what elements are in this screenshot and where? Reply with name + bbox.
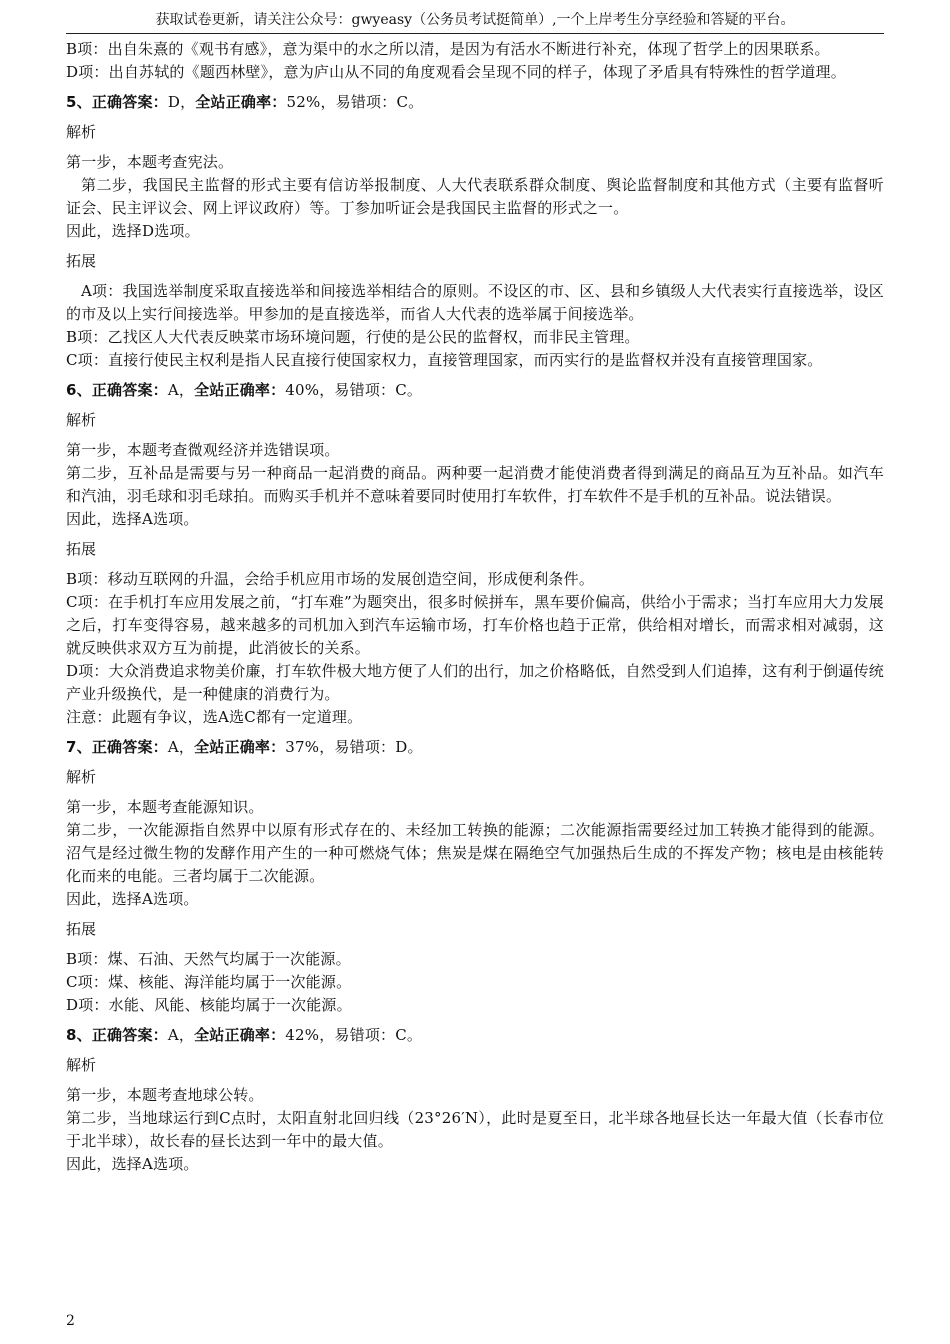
q5-option-a: A项：我国选举制度采取直接选举和间接选举相结合的原则。不设区的市、区、县和乡镇级人大代表实行直接选举，设区的市及以上实行间接选举。甲参加的是直接选举，而省人大代表的选举属于间接选举。 (66, 282, 884, 323)
q7-step1: 第一步，本题考查能源知识。 (66, 798, 264, 816)
q6-answer-value: A， (167, 381, 195, 399)
q6-step1: 第一步，本题考查微观经济并选错误项。 (66, 441, 340, 459)
q8-answer-line (66, 1024, 884, 1047)
q5-conclusion: 因此，选择D选项。 (66, 222, 200, 240)
q7-option-c: C项：煤、核能、海洋能均属于一次能源。 (66, 973, 352, 991)
q5-rate-value: 52%，易错项：C。 (286, 93, 424, 111)
q8-analysis-title: 解析 (66, 1056, 97, 1074)
q6-option-d: D项：大众消费追求物美价廉，打车软件极大地方便了人们的出行，加之价格略低，自然受到人们追捧，这有利于倒逼传统产业升级换代，是一种健康的消费行为。 (66, 662, 884, 703)
q8-answer-label: 正确答案： (91, 1026, 168, 1044)
q7-expand-title: 拓展 (66, 920, 97, 938)
intro-option-b: B项：出自朱熹的《观书有感》，意为渠中的水之所以清，是因为有活水不断进行补充，体现了哲学上的因果联系。 (66, 40, 830, 58)
q6-number: 6、 (66, 381, 92, 399)
q5-option-c: C项：直接行使民主权利是指人民直接行使国家权力，直接管理国家，而丙实行的是监督权并没有直接管理国家。 (66, 351, 823, 369)
q5-step2: 第二步，我国民主监督的形式主要有信访举报制度、人大代表联系群众制度、舆论监督制度和其他方式（主要有监督听证会、民主评议会、网上评议政府）等。丁参加听证会是我国民主监督的形式之一。 (66, 176, 884, 217)
q7-option-d: D项：水能、风能、核能均属于一次能源。 (66, 996, 352, 1014)
q7-answer-value: A， (167, 738, 195, 756)
q7-rate-value: 37%，易错项：D。 (285, 738, 423, 756)
q8-rate-value: 42%，易错项：C。 (285, 1026, 423, 1044)
q6-option-c: C项：在手机打车应用发展之前，“打车难”为题突出，很多时候拼车，黑车要价偏高，供给小于需求；当打车应用大力发展之后，打车变得容易，越来越多的司机加入到汽车运输市场，打车价格也趋于正常，供给相对增长，而需求相对减弱，这就反映供求双方互为前提，此消彼长的关系。 (66, 593, 884, 657)
q5-step1: 第一步，本题考查宪法。 (66, 153, 234, 171)
q7-option-b: B项：煤、石油、天然气均属于一次能源。 (66, 950, 351, 968)
q6-rate-value: 40%，易错项：C。 (285, 381, 423, 399)
q5-number: 5、 (66, 93, 92, 111)
q7-rate-label: 全站正确率： (194, 738, 286, 756)
q6-rate-label: 全站正确率： (194, 381, 286, 399)
q8-number: 8、 (66, 1026, 92, 1044)
q5-analysis-title: 解析 (66, 123, 97, 141)
q6-conclusion: 因此，选择A选项。 (66, 510, 199, 528)
q8-conclusion: 因此，选择A选项。 (66, 1155, 199, 1173)
document-body (66, 38, 884, 1176)
q7-answer-label: 正确答案： (91, 738, 168, 756)
q6-expand-title: 拓展 (66, 540, 97, 558)
page-number: 2 (66, 1313, 75, 1329)
q6-note: 注意：此题有争议，选A选C都有一定道理。 (66, 708, 363, 726)
intro-option-d: D项：出自苏轼的《题西林壁》，意为庐山从不同的角度观看会呈现不同的样子，体现了矛盾具有特殊性的哲学道理。 (66, 63, 846, 81)
q7-answer-line (66, 736, 884, 759)
q7-conclusion: 因此，选择A选项。 (66, 890, 199, 908)
q6-answer-line (66, 379, 884, 402)
q8-step2: 第二步，当地球运行到C点时，太阳直射北回归线（23°26′N），此时是夏至日，北半球各地昼长达一年最大值（长春市位于北半球），故长春的昼长达到一年中的最大值。 (66, 1109, 884, 1150)
q7-step2: 第二步，一次能源指自然界中以原有形式存在的、未经加工转换的能源；二次能源指需要经过加工转换才能得到的能源。沼气是经过微生物的发酵作用产生的一种可燃烧气体；焦炭是煤在隔绝空气加强热后生成的不挥发产物；核电是由核能转化而来的电能。三者均属于二次能源。 (66, 821, 884, 885)
q8-answer-value: A， (167, 1026, 195, 1044)
q5-option-b: B项：乙找区人大代表反映菜市场环境问题，行使的是公民的监督权，而非民主管理。 (66, 328, 640, 346)
q5-answer-line (66, 91, 884, 114)
q5-answer-label: 正确答案： (91, 93, 168, 111)
q5-answer-value: D， (167, 93, 196, 111)
q7-number: 7、 (66, 738, 92, 756)
q6-step2: 第二步，互补品是需要与另一种商品一起消费的商品。两种要一起消费才能使消费者得到满足的商品互为互补品。如汽车和汽油，羽毛球和羽毛球拍。而购买手机并不意味着要同时使用打车软件，打车软件不是手机的互补品。说法错误。 (66, 464, 884, 505)
q5-rate-label: 全站正确率： (195, 93, 287, 111)
q6-answer-label: 正确答案： (91, 381, 168, 399)
q5-expand-title: 拓展 (66, 252, 97, 270)
q8-step1: 第一步，本题考查地球公转。 (66, 1086, 264, 1104)
q8-rate-label: 全站正确率： (194, 1026, 286, 1044)
page-header: 获取试卷更新，请关注公众号：gwyeasy（公务员考试挺简单）,一个上岸考生分享经验和答疑的平台。 (155, 12, 795, 28)
q6-option-b: B项：移动互联网的升温，会给手机应用市场的发展创造空间，形成便利条件。 (66, 570, 595, 588)
q7-analysis-title: 解析 (66, 768, 97, 786)
header-rule (66, 33, 884, 34)
q6-analysis-title: 解析 (66, 411, 97, 429)
